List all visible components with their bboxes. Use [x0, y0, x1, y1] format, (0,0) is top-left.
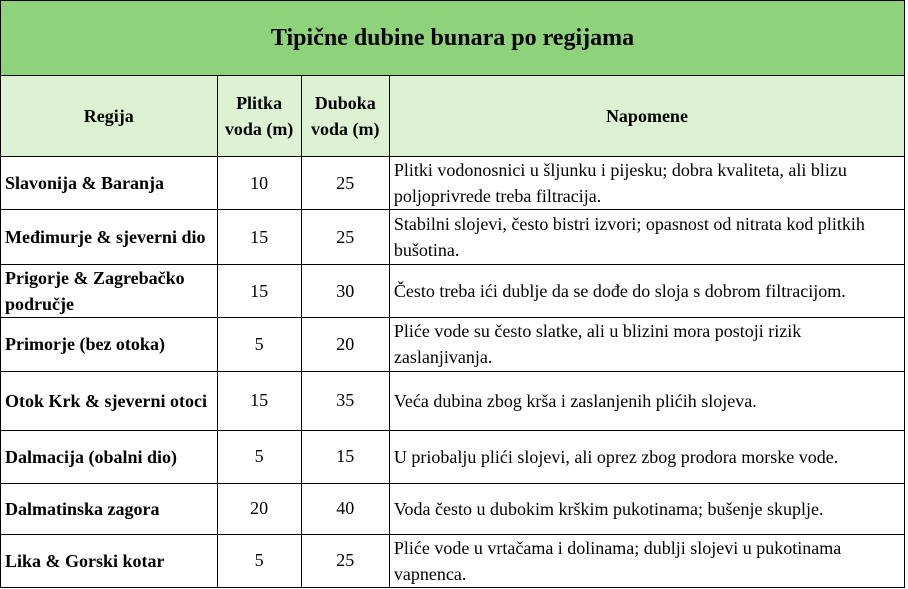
notes-cell: Često treba ići dublje da se dođe do sloja s dobrom filtracijom.: [389, 265, 904, 318]
region-cell: Dalmatinska zagora: [1, 483, 218, 534]
region-cell: Slavonija & Baranja: [1, 157, 218, 210]
table-row: [1, 534, 905, 587]
notes-cell: U priobalju plići slojevi, ali oprez zbog prodora morske vode.: [389, 430, 904, 483]
notes-cell: Plitki vodonosnici u šljunku i pijesku; dobra kvaliteta, ali blizu poljoprivrede treba filtracija.: [389, 157, 904, 210]
region-cell: Međimurje & sjeverni dio: [1, 210, 218, 265]
header-notes: Napomene: [389, 76, 904, 157]
header-deep-water: Duboka voda (m): [301, 76, 389, 157]
shallow-depth-cell: 5: [217, 534, 301, 587]
deep-depth-cell: 25: [301, 534, 389, 587]
header-region: Regija: [1, 76, 218, 157]
shallow-depth-cell: 5: [217, 430, 301, 483]
table-row: [1, 157, 905, 210]
region-cell: Otok Krk & sjeverni otoci: [1, 371, 218, 430]
deep-depth-cell: 25: [301, 157, 389, 210]
notes-cell: Veća dubina zbog krša i zaslanjenih plićih slojeva.: [389, 371, 904, 430]
table-row: [1, 318, 905, 371]
table-row: [1, 210, 905, 265]
notes-cell: Pliće vode u vrtačama i dolinama; dublji slojevi u pukotinama vapnenca.: [389, 534, 904, 587]
deep-depth-cell: 25: [301, 210, 389, 265]
notes-cell: Stabilni slojevi, često bistri izvori; opasnost od nitrata kod plitkih bušotina.: [389, 210, 904, 265]
shallow-depth-cell: 20: [217, 483, 301, 534]
deep-depth-cell: 30: [301, 265, 389, 318]
region-cell: Dalmacija (obalni dio): [1, 430, 218, 483]
header-row: [1, 76, 905, 157]
table-row: [1, 371, 905, 430]
deep-depth-cell: 15: [301, 430, 389, 483]
notes-cell: Voda često u dubokim krškim pukotinama; bušenje skuplje.: [389, 483, 904, 534]
table-row: [1, 483, 905, 534]
deep-depth-cell: 20: [301, 318, 389, 371]
shallow-depth-cell: 15: [217, 265, 301, 318]
notes-cell: Pliće vode su često slatke, ali u blizini mora postoji rizik zaslanjivanja.: [389, 318, 904, 371]
shallow-depth-cell: 10: [217, 157, 301, 210]
table-row: [1, 430, 905, 483]
deep-depth-cell: 40: [301, 483, 389, 534]
shallow-depth-cell: 15: [217, 210, 301, 265]
shallow-depth-cell: 5: [217, 318, 301, 371]
table-title: Tipične dubine bunara po regijama: [1, 1, 905, 76]
region-cell: Prigorje & Zagrebačko područje: [1, 265, 218, 318]
region-cell: Primorje (bez otoka): [1, 318, 218, 371]
shallow-depth-cell: 15: [217, 371, 301, 430]
region-cell: Lika & Gorski kotar: [1, 534, 218, 587]
deep-depth-cell: 35: [301, 371, 389, 430]
header-shallow-water: Plitka voda (m): [217, 76, 301, 157]
table-row: [1, 265, 905, 318]
